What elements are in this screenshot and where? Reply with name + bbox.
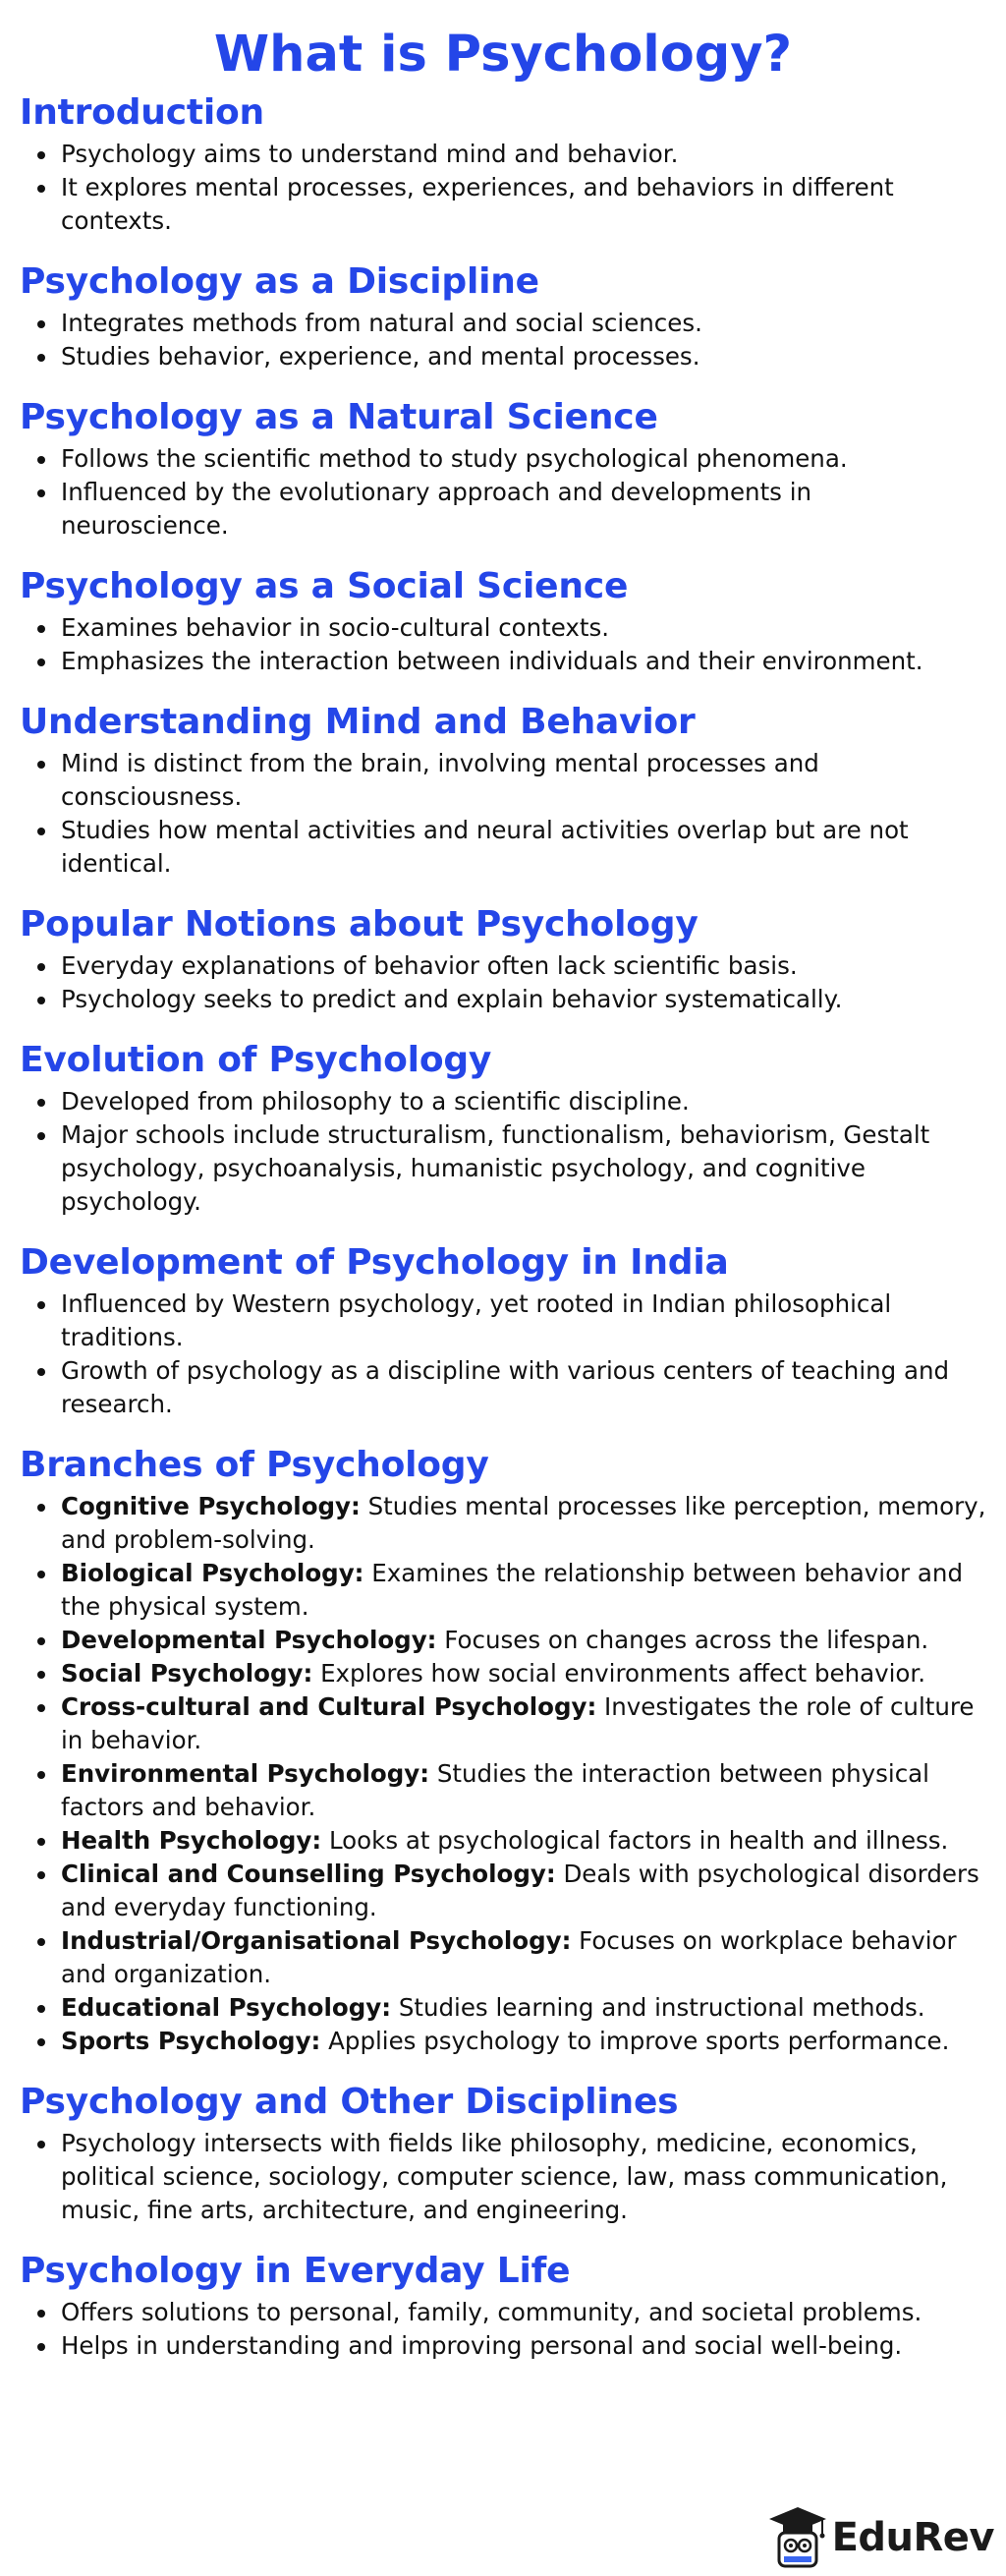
bullet-item xyxy=(61,1354,986,1421)
bullet-text: Psychology seeks to predict and explain behavior systematically. xyxy=(61,985,843,1013)
bullet-item xyxy=(61,1858,986,1924)
bullet-list xyxy=(20,1288,986,1421)
section-heading: Psychology and Other Disciplines xyxy=(20,2082,679,2122)
edurev-logo xyxy=(767,2505,994,2570)
bullet-text: Studies behavior, experience, and mental processes. xyxy=(61,342,700,371)
bullet-item xyxy=(61,138,986,171)
bullet-text: Developed from philosophy to a scientific discipline. xyxy=(61,1087,690,1116)
bullet-text: Explores how social environments affect behavior. xyxy=(312,1659,926,1688)
section-spacer xyxy=(20,881,986,900)
bullet-item xyxy=(61,1657,986,1690)
section xyxy=(20,393,986,562)
bullet-item xyxy=(61,442,986,476)
bullet-item xyxy=(61,171,986,238)
bullet-text: Focuses on changes across the lifespan. xyxy=(436,1626,929,1654)
bullet-item xyxy=(61,1991,986,2025)
section xyxy=(20,2078,986,2247)
bullet-item xyxy=(61,1085,986,1118)
page-title: What is Psychology? xyxy=(213,26,793,84)
branch-term: Social Psychology: xyxy=(61,1659,313,1688)
bullet-text: Deals with psychological disorders and everyday functioning. xyxy=(61,1860,979,1921)
branch-term: Cross-cultural and Cultural Psychology: xyxy=(61,1692,597,1721)
section xyxy=(20,900,986,1036)
section-spacer xyxy=(20,1219,986,1238)
bullet-item xyxy=(61,2127,986,2227)
bullet-text: Examines behavior in socio-cultural contexts. xyxy=(61,613,610,642)
branch-term: Clinical and Counselling Psychology: xyxy=(61,1860,556,1888)
branch-term: Educational Psychology: xyxy=(61,1993,392,2022)
section-heading: Psychology in Everyday Life xyxy=(20,2251,571,2291)
branch-term: Developmental Psychology: xyxy=(61,1626,437,1654)
bullet-list xyxy=(20,1490,986,2058)
section-heading: Popular Notions about Psychology xyxy=(20,904,699,945)
bullet-text: It explores mental processes, experiences, and behaviors in different contexts. xyxy=(61,173,894,235)
bullet-text: Studies how mental activities and neural activities overlap but are not identical. xyxy=(61,816,909,878)
bullet-item xyxy=(61,814,986,881)
bullet-text: Psychology intersects with fields like philosophy, medicine, economics, political science, sociology, computer science, law, mass communication, music, fine arts, architecture, and engineering. xyxy=(61,2129,948,2224)
section xyxy=(20,698,986,900)
section-spacer xyxy=(20,1421,986,1441)
bullet-text: Examines the relationship between behavior and the physical system. xyxy=(61,1559,964,1621)
bullet-item xyxy=(61,1624,986,1657)
bullet-text: Offers solutions to personal, family, community, and societal problems. xyxy=(61,2298,922,2326)
bullet-text: Studies the interaction between physical factors and behavior. xyxy=(61,1759,929,1821)
bullet-text: Studies mental processes like perception, memory, and problem-solving. xyxy=(61,1492,986,1554)
bullet-item xyxy=(61,2329,986,2363)
bullet-list xyxy=(20,2296,986,2363)
section xyxy=(20,1238,986,1441)
section-spacer xyxy=(20,1016,986,1036)
bullet-text: Integrates methods from natural and social sciences. xyxy=(61,309,702,337)
section-heading: Introduction xyxy=(20,92,264,133)
section-spacer xyxy=(20,2058,986,2078)
section-heading: Psychology as a Social Science xyxy=(20,566,629,606)
bullet-item xyxy=(61,340,986,373)
bullet-item xyxy=(61,1490,986,1557)
bullet-item xyxy=(61,1757,986,1824)
bullet-text: Mind is distinct from the brain, involving mental processes and consciousness. xyxy=(61,749,819,811)
bullet-text: Major schools include structuralism, functionalism, behaviorism, Gestalt psychology, psychoanalysis, humanistic psychology, and cognitive psychology. xyxy=(61,1120,930,1216)
bullet-list xyxy=(20,2127,986,2227)
bullet-text: Influenced by the evolutionary approach and developments in neuroscience. xyxy=(61,478,812,540)
bullet-list xyxy=(20,747,986,881)
bullet-text: Emphasizes the interaction between individuals and their environment. xyxy=(61,647,923,675)
bullet-text: Psychology aims to understand mind and behavior. xyxy=(61,140,679,168)
bullet-list xyxy=(20,611,986,678)
bullet-item xyxy=(61,983,986,1016)
bullet-item xyxy=(61,1118,986,1219)
bullet-item xyxy=(61,2025,986,2058)
bullet-text: Helps in understanding and improving personal and social well-being. xyxy=(61,2331,903,2360)
sections-container xyxy=(20,88,986,2363)
bullet-text: Everyday explanations of behavior often lack scientific basis. xyxy=(61,951,798,980)
section-heading: Psychology as a Discipline xyxy=(20,261,539,302)
bullet-item xyxy=(61,1557,986,1624)
bullet-list xyxy=(20,949,986,1016)
bullet-text: Influenced by Western psychology, yet rooted in Indian philosophical traditions. xyxy=(61,1289,892,1351)
section xyxy=(20,88,986,258)
bullet-text: Investigates the role of culture in behavior. xyxy=(61,1692,975,1754)
section-heading: Psychology as a Natural Science xyxy=(20,397,658,437)
bullet-list xyxy=(20,138,986,238)
graduation-cap-mascot-icon xyxy=(767,2505,828,2570)
section-spacer xyxy=(20,373,986,393)
section-spacer xyxy=(20,2227,986,2247)
bullet-item xyxy=(61,1824,986,1858)
section xyxy=(20,1036,986,1238)
section-heading: Branches of Psychology xyxy=(20,1445,489,1485)
bullet-item xyxy=(61,949,986,983)
bullet-item xyxy=(61,645,986,678)
section xyxy=(20,258,986,393)
section-spacer xyxy=(20,678,986,698)
section xyxy=(20,1441,986,2078)
bullet-list xyxy=(20,307,986,373)
section-heading: Evolution of Psychology xyxy=(20,1040,492,1080)
bullet-item xyxy=(61,307,986,340)
branch-term: Environmental Psychology: xyxy=(61,1759,430,1788)
bullet-list xyxy=(20,442,986,543)
bullet-item xyxy=(61,476,986,543)
bullet-text: Looks at psychological factors in health and illness. xyxy=(321,1826,949,1855)
branch-term: Sports Psychology: xyxy=(61,2027,321,2055)
bullet-item xyxy=(61,2296,986,2329)
branch-term: Biological Psychology: xyxy=(61,1559,364,1587)
logo-text: EduRev xyxy=(831,2515,994,2560)
section xyxy=(20,562,986,698)
section-spacer xyxy=(20,238,986,258)
branch-term: Health Psychology: xyxy=(61,1826,322,1855)
bullet-text: Studies learning and instructional methods. xyxy=(391,1993,925,2022)
bullet-item xyxy=(61,747,986,814)
section-heading: Understanding Mind and Behavior xyxy=(20,702,696,742)
section xyxy=(20,2247,986,2363)
section-spacer xyxy=(20,543,986,562)
bullet-text: Growth of psychology as a discipline with various centers of teaching and research. xyxy=(61,1356,950,1418)
bullet-text: Follows the scientific method to study psychological phenomena. xyxy=(61,444,848,473)
section-heading: Development of Psychology in India xyxy=(20,1242,729,1283)
branch-term: Industrial/Organisational Psychology: xyxy=(61,1926,572,1955)
bullet-item xyxy=(61,1924,986,1991)
bullet-list xyxy=(20,1085,986,1219)
bullet-item xyxy=(61,611,986,645)
bullet-text: Focuses on workplace behavior and organization. xyxy=(61,1926,957,1988)
bullet-item xyxy=(61,1690,986,1757)
bullet-text: Applies psychology to improve sports performance. xyxy=(320,2027,950,2055)
branch-term: Cognitive Psychology: xyxy=(61,1492,361,1520)
bullet-item xyxy=(61,1288,986,1354)
